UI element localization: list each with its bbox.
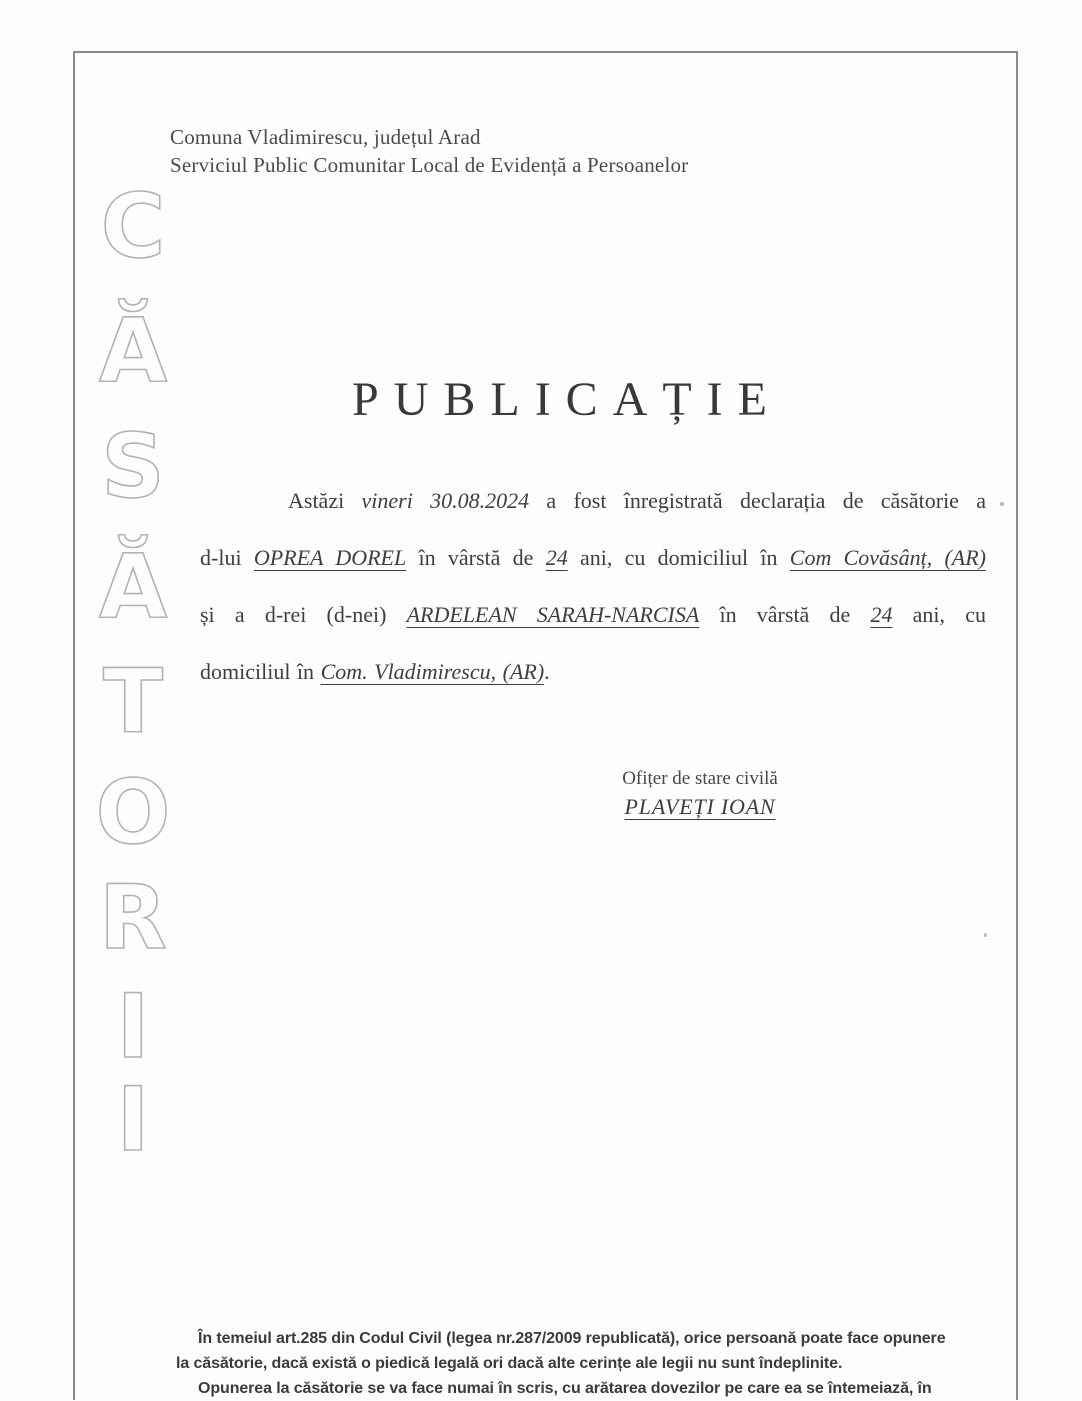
body-line-2-mid1: în vârstă de <box>406 545 546 570</box>
watermark-letter: Ă <box>98 299 168 402</box>
watermark-letter: O <box>95 761 171 864</box>
groom-age: 24 <box>545 545 568 570</box>
issuing-authority <box>170 123 688 179</box>
body-line-2 <box>200 529 986 586</box>
bride-domicile: Com. Vladimirescu, (AR) <box>320 659 545 684</box>
body-line-2-pre: d-lui <box>200 545 254 570</box>
body-line-4 <box>200 643 986 700</box>
groom-domicile: Com Covăsânț, (AR) <box>789 545 987 570</box>
watermark-letter: I <box>116 1068 150 1171</box>
declaration-date: vineri 30.08.2024 <box>361 488 530 513</box>
watermark-letter: C <box>100 180 166 278</box>
watermark-letter: I <box>116 975 150 1078</box>
groom-name: OPREA DOREL <box>253 545 407 570</box>
casatorii-watermark <box>88 180 198 1190</box>
body-line-3-pre: și a d-rei (d-nei) <box>200 602 407 627</box>
bride-age: 24 <box>870 602 893 627</box>
authority-commune: Comuna Vladimirescu, județul Arad <box>170 125 481 149</box>
scan-page-border <box>73 51 1018 1400</box>
legal-notice <box>176 1326 976 1401</box>
watermark-letter: Ă <box>98 535 168 638</box>
body-line-1 <box>200 472 986 529</box>
scan-artifact-dot <box>1000 502 1004 506</box>
officer-name: PLAVEȚI IOAN <box>624 794 776 819</box>
signature-block <box>550 768 850 820</box>
authority-service: Serviciul Public Comunitar Local de Evidență a Persoanelor <box>170 153 689 177</box>
officer-role: Ofițer de stare civilă <box>622 768 778 789</box>
watermark-letter: T <box>102 650 164 753</box>
body-line-1-post: a fost înregistrată declarația de căsătorie a <box>529 488 986 513</box>
body-line-3-mid1: în vârstă de <box>699 602 871 627</box>
body-line-3-post: ani, cu <box>892 602 986 627</box>
bride-name: ARDELEAN SARAH-NARCISA <box>406 602 700 627</box>
body-line-4-pre: domiciliul în <box>200 659 321 684</box>
watermark-letter: R <box>99 866 167 969</box>
body-line-4-post: . <box>544 659 550 684</box>
declaration-body <box>200 472 986 700</box>
document-title: PUBLICAȚIE <box>352 373 782 426</box>
scan-artifact-dot <box>984 933 987 937</box>
legal-notice-line-1: În temeiul art.285 din Codul Civil (legea nr.287/2009 republicată), orice persoană poate face opunere <box>198 1330 946 1347</box>
body-line-1-pre: Astăzi <box>288 488 362 513</box>
watermark-letter: S <box>101 415 165 518</box>
body-line-3 <box>200 586 986 643</box>
legal-notice-line-2: la căsătorie, dacă există o piedică legală ori dacă alte cerințe ale legii nu sunt îndeplinite. <box>176 1355 843 1372</box>
legal-notice-line-3: Opunerea la căsătorie se va face numai în scris, cu arătarea dovezilor pe care ea se întemeiază, în <box>198 1380 932 1397</box>
body-line-2-mid2: ani, cu domiciliul în <box>567 545 790 570</box>
